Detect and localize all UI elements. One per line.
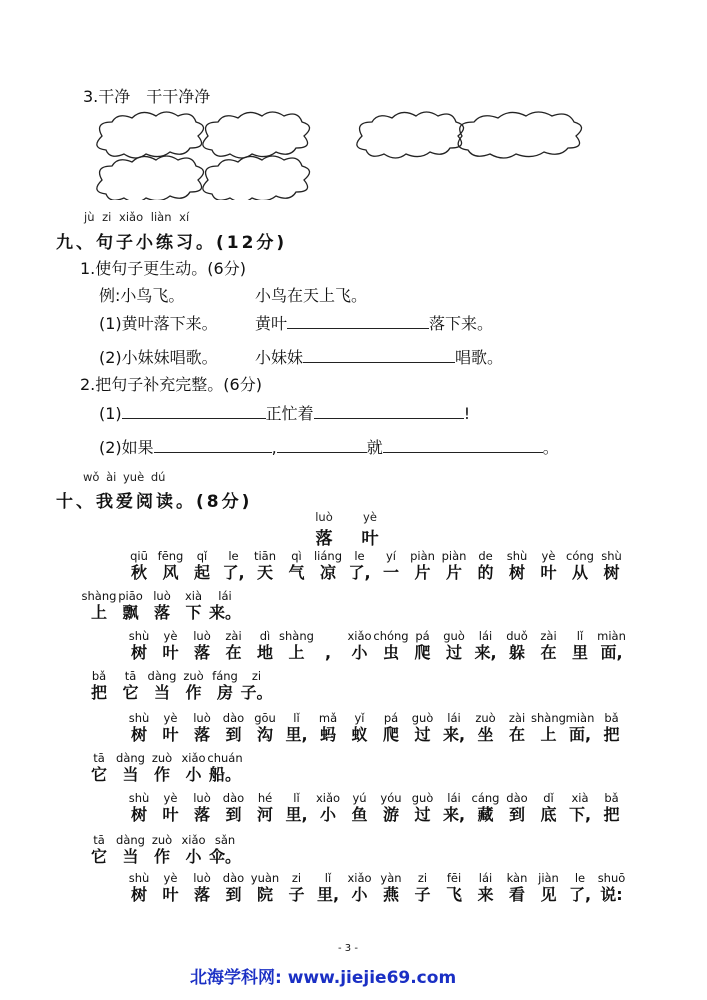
hanzi-char: 子	[414, 885, 431, 904]
hanzi-char: 当	[122, 847, 139, 866]
pinyin-syllable: shù	[601, 549, 622, 563]
pinyin-syllable: tā	[93, 751, 105, 765]
hanzi-char: 河	[256, 805, 273, 824]
hanzi-char: 子	[288, 885, 305, 904]
pinyin-syllable: shù	[128, 711, 150, 725]
pinyin-syllable: dǐ	[543, 791, 554, 805]
pinyin-syllable: yú	[352, 791, 367, 805]
pinyin-syllable: lái	[447, 791, 461, 805]
hanzi-char: 上	[540, 725, 557, 744]
answer-blank-1[interactable]	[287, 314, 429, 329]
hanzi-char: 叶	[162, 643, 179, 662]
hanzi-char: 下	[185, 603, 202, 622]
pinyin-syllable: guò	[411, 791, 434, 805]
pinyin-syllable: shù	[128, 629, 150, 643]
hanzi-char: 到	[225, 725, 242, 744]
hanzi-char: 底	[540, 805, 557, 824]
pinyin-syllable: bǎ	[604, 791, 619, 805]
pinyin-syllable: yè	[541, 549, 556, 563]
hanzi-char: 上	[90, 603, 107, 622]
hanzi-char: 蚂	[319, 725, 336, 744]
hanzi-char: 树	[603, 563, 620, 582]
pinyin-syllable: jiàn	[538, 871, 559, 885]
pinyin-syllable: shàng	[81, 589, 117, 603]
answer-blank-4[interactable]	[314, 404, 464, 419]
pinyin-syllable: shù	[506, 549, 528, 563]
pinyin-syllable: piàn	[410, 549, 435, 563]
char-cell	[205, 832, 245, 866]
s9-j2-c: 就	[366, 438, 383, 457]
hanzi-char: 地	[256, 643, 273, 662]
s9-q2: 2.把句子补充完整。(6分)	[80, 375, 262, 394]
pinyin-syllable: dào	[222, 871, 245, 885]
hanzi-char: 房	[216, 683, 233, 702]
pinyin-syllable: chuán	[207, 751, 243, 765]
pinyin-syllable: luò	[193, 629, 211, 643]
s9-j1-b: 正忙着	[265, 404, 314, 423]
pinyin-syllable: yè	[163, 871, 178, 885]
pinyin-syllable: fáng	[212, 669, 238, 683]
s9-j1-a: (1)	[99, 404, 122, 423]
hanzi-char: 来,	[442, 805, 466, 824]
hanzi-char: 作	[153, 765, 170, 784]
pinyin-syllable: shàng	[531, 711, 566, 725]
hanzi-char: 船。	[208, 765, 241, 784]
cloud-answer-1	[97, 112, 204, 158]
pinyin-syllable: dàng	[116, 833, 145, 847]
pinyin-syllable: xiǎo	[347, 629, 372, 643]
s9-example-a: 例:小鸟飞。	[99, 286, 185, 305]
pinyin-syllable: zài	[540, 629, 557, 643]
hanzi-char: 落	[193, 725, 210, 744]
hanzi-char: 到	[225, 885, 242, 904]
hanzi-char: 风	[162, 563, 179, 582]
hanzi-char: ,	[324, 643, 332, 662]
pinyin-syllable: le	[354, 549, 365, 563]
pinyin-syllable: lǐ	[324, 871, 332, 885]
hanzi-char: 落	[193, 643, 210, 662]
hanzi-char: 把	[603, 805, 620, 824]
char-cell	[205, 588, 245, 622]
hanzi-char: 一	[382, 563, 399, 582]
pinyin-syllable: lái	[447, 711, 461, 725]
answer-blank-5[interactable]	[154, 438, 272, 453]
hanzi-char: 小	[319, 805, 336, 824]
pinyin-syllable: sǎn	[214, 833, 236, 847]
cloud-answer-4	[458, 112, 581, 158]
hanzi-char: 在	[225, 643, 242, 662]
pinyin-syllable: shàng	[279, 629, 314, 643]
char-cell	[205, 750, 245, 784]
pinyin-syllable: shuō	[597, 871, 626, 885]
pinyin-syllable: xiǎo	[181, 833, 206, 847]
hanzi-char: 在	[508, 725, 525, 744]
answer-blank-6[interactable]	[277, 438, 367, 453]
pinyin-syllable: yuàn	[250, 871, 280, 885]
hanzi-char: 小	[351, 643, 368, 662]
title-py-1: luò	[315, 510, 333, 524]
char-cell	[237, 668, 277, 702]
hanzi-char: 面,	[568, 725, 592, 744]
hanzi-char: 游	[382, 805, 399, 824]
pinyin-syllable: luò	[193, 711, 211, 725]
hanzi-char: 树	[130, 725, 147, 744]
char-cell	[592, 548, 632, 582]
hanzi-char: 落	[193, 805, 210, 824]
char-cell	[592, 790, 632, 824]
pinyin-syllable: shù	[128, 871, 150, 885]
pinyin-syllable: qì	[291, 549, 302, 563]
hanzi-char: 爬	[382, 725, 399, 744]
pinyin-syllable: tā	[124, 669, 137, 683]
hanzi-char: 叶	[162, 725, 179, 744]
pinyin-syllable: yè	[163, 629, 178, 643]
pinyin-syllable: dào	[222, 711, 245, 725]
pinyin-syllable: dào	[222, 791, 245, 805]
pinyin-syllable: le	[574, 871, 586, 885]
hanzi-char: 来	[477, 885, 494, 904]
pinyin-syllable: kàn	[506, 871, 528, 885]
pinyin-syllable: xià	[184, 589, 203, 603]
pinyin-syllable: guò	[411, 711, 434, 725]
char-cell	[592, 628, 632, 662]
hanzi-char: 沟	[256, 725, 273, 744]
pinyin-syllable: lǐ	[293, 711, 300, 725]
pinyin-syllable: bǎ	[604, 711, 619, 725]
pinyin-syllable: pá	[383, 711, 399, 725]
pinyin-syllable: dì	[259, 629, 271, 643]
pinyin-syllable: pá	[415, 629, 430, 643]
pinyin-syllable: zài	[225, 629, 242, 643]
hanzi-char: 在	[540, 643, 557, 662]
pinyin-syllable: lái	[478, 871, 493, 885]
hanzi-char: 小	[351, 885, 368, 904]
s9-item2-b: 小妹妹	[255, 348, 304, 367]
s9-q1: 1.使句子更生动。(6分)	[80, 259, 246, 278]
pinyin-syllable: fēi	[446, 871, 462, 885]
pinyin-syllable: zi	[291, 871, 302, 885]
hanzi-char: 它	[90, 765, 107, 784]
hanzi-char: 过	[445, 643, 462, 662]
pinyin-syllable: de	[478, 549, 493, 563]
hanzi-char: 凉	[319, 563, 336, 582]
hanzi-char: 树	[130, 805, 147, 824]
pinyin-syllable: qǐ	[196, 549, 208, 563]
pinyin-syllable: gōu	[254, 711, 276, 725]
pinyin-syllable: guò	[443, 629, 465, 643]
hanzi-char: 院	[256, 885, 273, 904]
hanzi-char: 落	[153, 603, 170, 622]
char-cell	[592, 710, 632, 744]
hanzi-char: 里	[571, 643, 588, 662]
hanzi-char: 说:	[600, 885, 623, 904]
hanzi-char: 小	[185, 765, 202, 784]
pinyin-syllable: zi	[417, 871, 428, 885]
pinyin-syllable: yè	[163, 711, 178, 725]
pinyin-syllable: zuò	[151, 751, 173, 765]
hanzi-char: 把	[90, 683, 107, 702]
hanzi-char: 坐	[477, 725, 494, 744]
s9-item1-b: 黄叶	[255, 314, 288, 333]
hanzi-char: 它	[122, 683, 139, 702]
pinyin-syllable: yí	[385, 549, 396, 563]
hanzi-char: 伞。	[208, 847, 241, 866]
hanzi-char: 来,	[474, 643, 497, 662]
hanzi-char: 到	[508, 805, 525, 824]
pinyin-syllable: xià	[571, 791, 589, 805]
s9-j2-a: (2)如果	[99, 438, 154, 457]
answer-blank-7[interactable]	[383, 438, 543, 453]
pinyin-syllable: miàn	[565, 711, 595, 725]
cloud-answer-6	[203, 156, 310, 200]
hanzi-char: 天	[256, 563, 273, 582]
hanzi-char: 见	[540, 885, 557, 904]
title-hz-2: 叶	[361, 529, 379, 549]
pinyin-syllable: xiǎo	[181, 751, 206, 765]
hanzi-char: 里,	[285, 805, 308, 824]
section10-pinyin: wǒ ài yuè dú	[83, 470, 166, 484]
hanzi-char: 里,	[285, 725, 308, 744]
hanzi-char: 过	[414, 805, 431, 824]
hanzi-char: 鱼	[351, 805, 368, 824]
hanzi-char: 了,	[348, 563, 371, 582]
pinyin-syllable: mǎ	[318, 711, 338, 725]
pinyin-syllable: yóu	[380, 791, 402, 805]
s9-example-b: 小鸟在天上飞。	[255, 286, 368, 305]
pinyin-syllable: zuò	[151, 833, 173, 847]
pinyin-syllable: xiǎo	[347, 871, 372, 885]
s9-item2-a: (2)小妹妹唱歌。	[99, 348, 218, 367]
hanzi-char: 了,	[222, 563, 245, 582]
pinyin-syllable: miàn	[597, 629, 626, 643]
hanzi-char: 作	[185, 683, 202, 702]
char-cell	[592, 870, 632, 904]
pinyin-syllable: lǐ	[293, 791, 300, 805]
pinyin-syllable: piāo	[118, 589, 143, 603]
hanzi-char: 片	[445, 563, 462, 582]
hanzi-char: 叶	[162, 805, 179, 824]
pinyin-syllable: yǐ	[354, 711, 365, 725]
pinyin-syllable: hé	[257, 791, 273, 805]
pinyin-syllable: fēng	[157, 549, 184, 563]
answer-blank-2[interactable]	[303, 348, 455, 363]
hanzi-char: 了,	[568, 885, 592, 904]
hanzi-char: 起	[193, 563, 210, 582]
hanzi-char: 飞	[445, 885, 462, 904]
hanzi-char: 到	[225, 805, 242, 824]
hanzi-char: 片	[414, 563, 431, 582]
hanzi-char: 里,	[316, 885, 340, 904]
hanzi-char: 当	[122, 765, 139, 784]
section9-pinyin: jù zi xiǎo liàn xí	[84, 210, 190, 224]
answer-clouds	[90, 110, 600, 200]
hanzi-char: 树	[508, 563, 525, 582]
hanzi-char: 子。	[240, 683, 273, 702]
hanzi-char: 上	[288, 643, 305, 662]
s9-j2-d: 。	[542, 438, 559, 457]
pinyin-syllable: tiān	[253, 549, 277, 563]
hanzi-char: 叶	[540, 563, 557, 582]
pinyin-syllable: cóng	[566, 549, 594, 563]
hanzi-char: 过	[414, 725, 431, 744]
pinyin-syllable: yàn	[380, 871, 402, 885]
s9-item1-a: (1)黄叶落下来。	[99, 314, 218, 333]
hanzi-char: 蚁	[351, 725, 368, 744]
pinyin-syllable: dào	[506, 791, 528, 805]
s9-item2-c: 唱歌。	[455, 348, 504, 367]
hanzi-char: 看	[508, 885, 525, 904]
pinyin-syllable: qiū	[130, 549, 148, 563]
footer-site: 北海学科网: www.jiejie69.com	[190, 968, 457, 988]
pinyin-syllable: chóng	[373, 629, 409, 643]
hanzi-char: 作	[153, 847, 170, 866]
pinyin-syllable: dàng	[116, 751, 145, 765]
hanzi-char: 的	[477, 563, 494, 582]
hanzi-char: 来。	[208, 603, 241, 622]
pinyin-syllable: luò	[193, 871, 211, 885]
hanzi-char: 秋	[130, 563, 147, 582]
pinyin-syllable: le	[228, 549, 239, 563]
answer-blank-3[interactable]	[122, 404, 266, 419]
s9-item1-c: 落下来。	[429, 314, 494, 333]
cloud-answer-5	[97, 156, 204, 200]
cloud-answer-3	[357, 112, 464, 158]
section10-heading: 十、我爱阅读。(8分)	[56, 492, 253, 512]
pinyin-syllable: zi	[251, 669, 262, 683]
pinyin-syllable: lái	[478, 629, 493, 643]
hanzi-char: 树	[130, 885, 147, 904]
hanzi-char: 虫	[382, 643, 399, 662]
hanzi-char: 躲	[508, 643, 525, 662]
pinyin-syllable: duǒ	[506, 629, 528, 643]
title-py-2: yè	[363, 510, 377, 524]
hanzi-char: 气	[288, 563, 305, 582]
page-number: - 3 -	[338, 943, 358, 954]
pinyin-syllable: shù	[128, 791, 150, 805]
hanzi-char: 爬	[414, 643, 431, 662]
hanzi-char: 小	[185, 847, 202, 866]
s9-j1-c: !	[463, 404, 471, 423]
pinyin-syllable: dàng	[147, 669, 177, 683]
pinyin-syllable: lái	[218, 589, 232, 603]
hanzi-char: 面,	[600, 643, 623, 662]
hanzi-char: 从	[571, 563, 588, 582]
hanzi-char: 落	[193, 885, 210, 904]
pinyin-syllable: lǐ	[576, 629, 584, 643]
pinyin-syllable: bǎ	[91, 669, 107, 683]
hanzi-char: 它	[90, 847, 107, 866]
hanzi-char: 下,	[568, 805, 592, 824]
title-hz-1: 落	[315, 529, 333, 549]
pinyin-syllable: liáng	[313, 549, 343, 563]
hanzi-char: 藏	[477, 805, 494, 824]
section9-heading: 九、句子小练习。(12分)	[56, 233, 288, 253]
pinyin-syllable: cáng	[471, 791, 500, 805]
cloud-answer-2	[203, 112, 310, 158]
pinyin-syllable: zuò	[475, 711, 496, 725]
hanzi-char: 树	[130, 643, 147, 662]
s9-j2-b: ,	[271, 438, 277, 457]
hanzi-char: 来,	[442, 725, 466, 744]
hanzi-char: 当	[153, 683, 170, 702]
pinyin-syllable: xiǎo	[315, 791, 341, 805]
pinyin-syllable: yè	[163, 791, 178, 805]
hanzi-char: 把	[603, 725, 620, 744]
hanzi-char: 叶	[162, 885, 179, 904]
pinyin-syllable: luò	[193, 791, 211, 805]
pinyin-syllable: zuò	[183, 669, 204, 683]
pinyin-syllable: piàn	[441, 549, 467, 563]
pinyin-syllable: tā	[93, 833, 105, 847]
pinyin-syllable: luò	[153, 589, 171, 603]
hanzi-char: 飘	[122, 603, 139, 622]
q3-label: 3.干净 干干净净	[83, 87, 211, 106]
hanzi-char: 燕	[382, 885, 399, 904]
pinyin-syllable: zài	[508, 711, 526, 725]
